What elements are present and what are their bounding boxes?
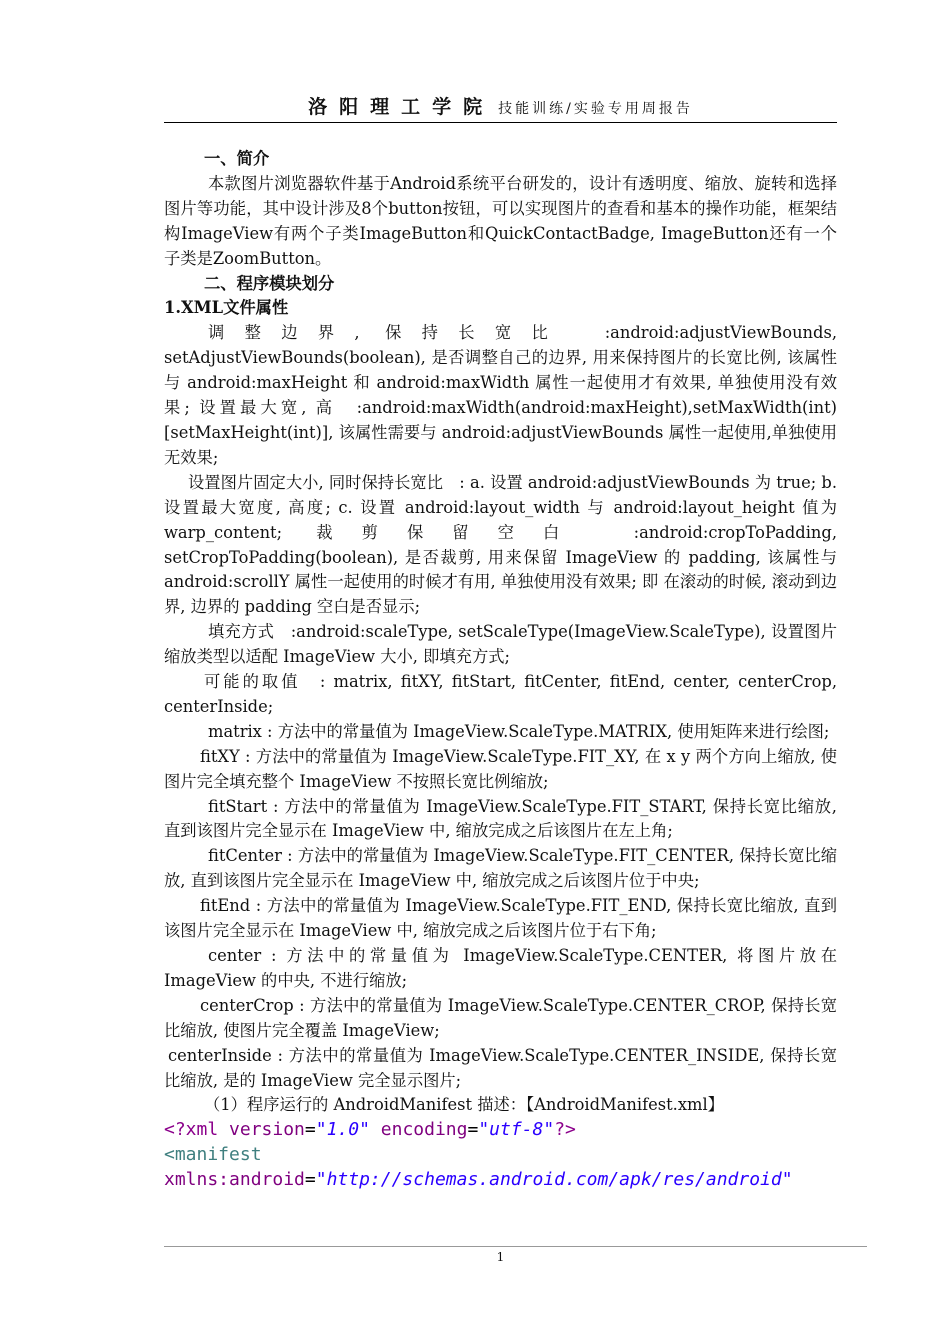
intro-paragraph: 本款图片浏览器软件基于Android系统平台研发的，设计有透明度、缩放、旋转和选择图片等功能，其中设计涉及8个button按钮，可以实现图片的查看和基本的操作功能，框架结构ImageView有两个子类ImageButton和QuickContactBadge, ImageButton还有一个子类是ZoomButton。: [164, 173, 837, 268]
subsection-xml-attributes: 1.XML文件属性: [164, 298, 289, 318]
paragraph-fitxy: fitXY : 方法中的常量值为 ImageView.ScaleType.FIT_XY, 在 x y 两个方向上缩放, 使图片完全填充整个 ImageView 不按照长宽比例缩放;: [164, 746, 837, 791]
code-line-xml-declaration: <?xml version="1.0" encoding="utf-8"?>: [164, 1119, 576, 1141]
section-2-title: 二、程序模块划分: [204, 273, 335, 293]
paragraph-fitend: fitEnd : 方法中的常量值为 ImageView.ScaleType.FIT_END, 保持长宽比缩放, 直到该图片完全显示在 ImageView 中, 缩放完成之后该图片位于右下角;: [164, 896, 837, 941]
document-body: [164, 147, 837, 1193]
code-line-xmlns: xmlns:android="http://schemas.android.com/apk/res/android": [164, 1169, 793, 1191]
report-subtitle: 技能训练/实验专用周报告: [498, 101, 693, 117]
code-line-manifest-tag: <manifest: [164, 1144, 262, 1166]
paragraph-centerinside: centerInside : 方法中的常量值为 ImageView.ScaleType.CENTER_INSIDE, 保持长宽比缩放, 是的 ImageView 完全显示图片;: [164, 1045, 837, 1090]
paragraph-possible-values: 可能的取值 : matrix, fitXY, fitStart, fitCenter, fitEnd, center, centerCrop, centerInside;: [164, 672, 837, 716]
section-1-title: 一、简介: [204, 149, 270, 168]
school-name: 洛阳理工学院: [308, 96, 495, 118]
paragraph-center: center : 方法中的常量值为 ImageView.ScaleType.CENTER, 将图片放在 ImageView 的中央, 不进行缩放;: [164, 946, 837, 990]
paragraph-scale-type: 填充方式 :android:scaleType, setScaleType(ImageView.ScaleType), 设置图片缩放类型以适配 ImageView 大小, 即填充方式;: [164, 622, 837, 667]
paragraph-fixed-size: 设置图片固定大小, 同时保持长宽比 : a. 设置 android:adjustViewBounds 为 true; b. 设置最大宽度, 高度; c. 设置 android:layout_width 与 android:layout_height 值为 warp_content; 裁剪保留空白 :android:cropToPadding, setCropToPadding(boolean), 是否裁剪, 用来保留 ImageView 的 padding, 该属性与 android:scrollY 属性一起使用的时候才有用, 单独使用没有效果; 即 在滚动的时候, 滚动到边界, 边界的 padding 空白是否显示;: [164, 472, 837, 617]
page-number: 1: [496, 1250, 505, 1264]
paragraph-matrix: matrix : 方法中的常量值为 ImageView.ScaleType.MATRIX, 使用矩阵来进行绘图;: [208, 721, 830, 741]
paragraph-fitcenter: fitCenter : 方法中的常量值为 ImageView.ScaleType.FIT_CENTER, 保持长宽比缩放, 直到该图片完全显示在 ImageView 中, 缩放完成之后该图片位于中央;: [164, 846, 837, 891]
paragraph-centercrop: centerCrop : 方法中的常量值为 ImageView.ScaleType.CENTER_CROP, 保持长宽比缩放, 使图片完全覆盖 ImageView;: [164, 995, 837, 1040]
footer-divider: [164, 1246, 867, 1247]
paragraph-fitstart: fitStart : 方法中的常量值为 ImageView.ScaleType.FIT_START, 保持长宽比缩放, 直到该图片完全显示在 ImageView 中, 缩放完成之后该图片在左上角;: [164, 796, 837, 841]
paragraph-manifest-intro: （1）程序运行的 AndroidManifest 描述：【AndroidManifest.xml】: [204, 1095, 724, 1115]
page-header: [164, 92, 837, 123]
paragraph-adjust-bounds: 调整边界, 保持长宽比 :android:adjustViewBounds, setAdjustViewBounds(boolean), 是否调整自己的边界, 用来保持图片的长宽比例, 该属性与 android:maxHeight 和 android:maxWidth 属性一起使用才有效果, 单独使用没有效果; 设置最大宽, 高 :android:maxWidth(android:maxHeight),setMaxWidth(int)[setMaxHeight(int)], 该属性需要与 android:adjustViewBounds 属性一起使用,单独使用无效果;: [164, 323, 837, 467]
